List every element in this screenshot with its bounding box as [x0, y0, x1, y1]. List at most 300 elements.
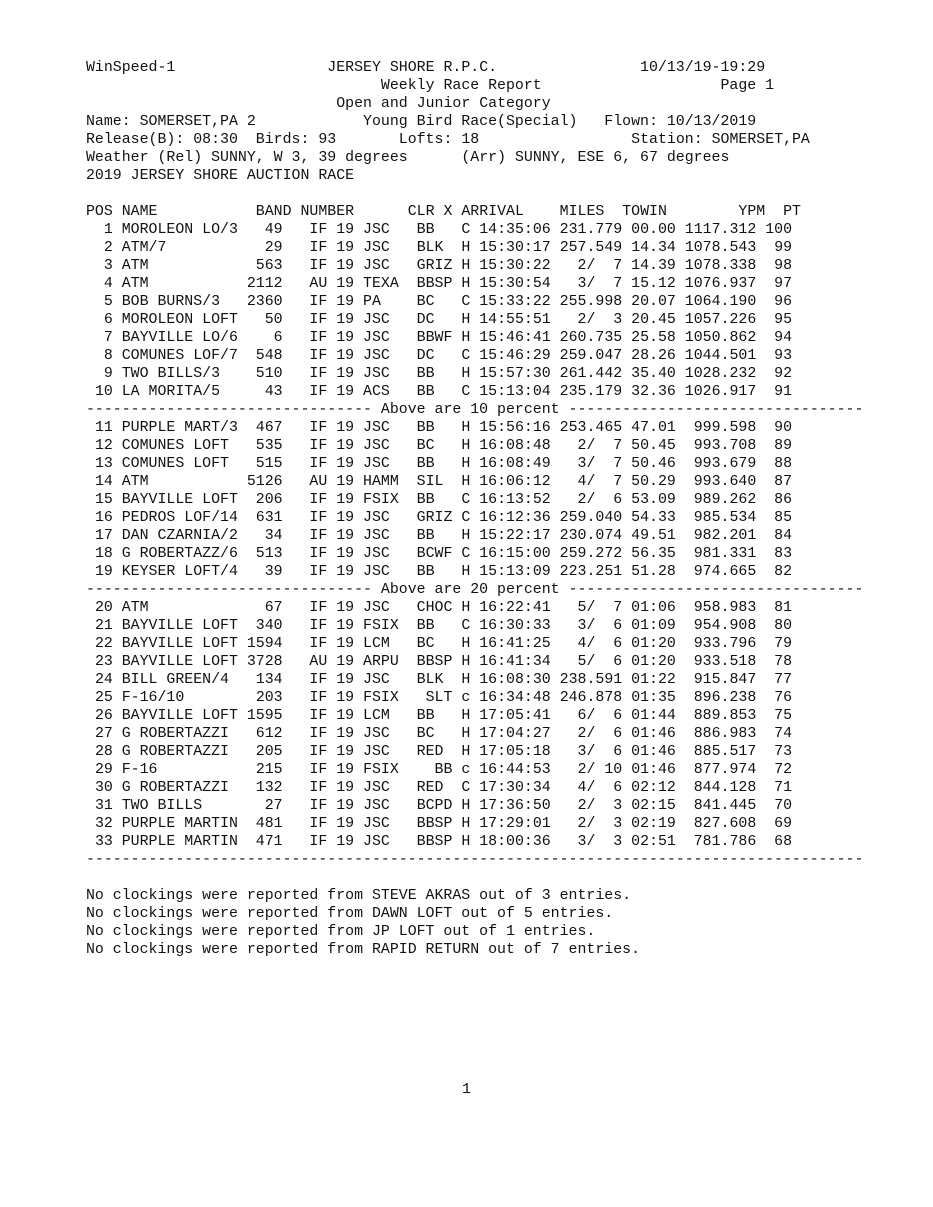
- pos-cell: 15: [94, 492, 113, 508]
- table-row: [86, 689, 792, 707]
- band-prefix-cell: IF 19: [309, 744, 355, 760]
- miles-cell: 2/ 7: [577, 438, 623, 454]
- miles-cell: 259.040: [559, 510, 623, 526]
- towin-cell: 53.09: [631, 492, 676, 508]
- miles-cell: 3/ 7: [577, 276, 623, 292]
- band-club-cell: JSC: [363, 240, 390, 256]
- table-row: [86, 707, 792, 725]
- points-cell: 77: [774, 672, 793, 688]
- arrival-cell: 16:15:00: [479, 546, 551, 562]
- towin-cell: 51.28: [631, 564, 676, 580]
- note-text: No clockings were reported from STEVE AKRAS out of 3 entries.: [86, 888, 632, 904]
- pos-cell: 1: [103, 222, 113, 238]
- name-cell: PURPLE MART/3: [121, 420, 238, 436]
- table-row: [86, 743, 792, 761]
- table-row: [86, 509, 792, 527]
- band-prefix-cell: IF 19: [309, 312, 355, 328]
- towin-cell: 01:44: [631, 708, 676, 724]
- miles-cell: 2/ 6: [577, 726, 623, 742]
- band-cell: 49: [264, 222, 283, 238]
- color-cell: BCPD: [416, 798, 453, 814]
- arrival-cell: 18:00:36: [479, 834, 551, 850]
- sex-cell: H: [461, 708, 471, 724]
- band-prefix-cell: IF 19: [309, 528, 355, 544]
- points-cell: 87: [774, 474, 793, 490]
- band-cell: 1595: [246, 708, 283, 724]
- header-line-4: [86, 113, 756, 131]
- ypm-cell: 1044.501: [684, 348, 757, 364]
- points-cell: 92: [774, 366, 793, 382]
- miles-cell: 223.251: [559, 564, 623, 580]
- column-header-x: X: [443, 204, 453, 220]
- ypm-cell: 781.786: [693, 834, 757, 850]
- table-row: [86, 275, 792, 293]
- ypm-cell: 993.640: [693, 474, 757, 490]
- band-club-cell: JSC: [363, 510, 390, 526]
- name-cell: ATM: [121, 474, 149, 490]
- arrival-cell: 17:04:27: [479, 726, 551, 742]
- arrival-cell: 15:13:04: [479, 384, 551, 400]
- sex-cell: C: [461, 510, 471, 526]
- towin-cell: 01:20: [631, 654, 676, 670]
- color-cell: BB: [416, 762, 453, 778]
- band-club-cell: JSC: [363, 726, 390, 742]
- towin-cell: 01:22: [631, 672, 676, 688]
- towin-cell: 47.01: [631, 420, 676, 436]
- band-prefix-cell: IF 19: [309, 834, 355, 850]
- miles-cell: 260.735: [559, 330, 623, 346]
- color-cell: BC: [416, 726, 435, 742]
- arrival-cell: 17:30:34: [479, 780, 551, 796]
- ypm-cell: 985.534: [693, 510, 757, 526]
- ypm-cell: 1078.543: [684, 240, 757, 256]
- sex-cell: C: [461, 780, 471, 796]
- arrival-cell: 15:56:16: [479, 420, 551, 436]
- band-prefix-cell: IF 19: [309, 726, 355, 742]
- color-cell: DC: [416, 312, 435, 328]
- towin-cell: 50.46: [631, 456, 676, 472]
- miles-cell: 235.179: [559, 384, 623, 400]
- points-cell: 91: [774, 384, 793, 400]
- arrival-cell: 16:08:48: [479, 438, 551, 454]
- sex-cell: H: [461, 744, 471, 760]
- points-cell: 96: [774, 294, 793, 310]
- points-cell: 83: [774, 546, 793, 562]
- ypm-cell: 981.331: [693, 546, 757, 562]
- band-cell: 132: [255, 780, 283, 796]
- miles-cell: 3/ 7: [577, 456, 623, 472]
- table-row: [86, 491, 792, 509]
- towin-cell: 50.29: [631, 474, 676, 490]
- name-cell: PEDROS LOF/14: [121, 510, 238, 526]
- sex-cell: H: [461, 276, 471, 292]
- band-cell: 5126: [246, 474, 283, 490]
- arrival-cell: 15:22:17: [479, 528, 551, 544]
- towin-cell: 14.34: [631, 240, 676, 256]
- ypm-cell: 896.238: [693, 690, 757, 706]
- name-cell: DAN CZARNIA/2: [121, 528, 238, 544]
- color-cell: BB: [416, 366, 435, 382]
- color-cell: BLK: [416, 240, 444, 256]
- band-club-cell: ACS: [363, 384, 390, 400]
- ypm-cell: 933.518: [693, 654, 757, 670]
- band-prefix-cell: IF 19: [309, 780, 355, 796]
- sex-cell: C: [461, 546, 471, 562]
- band-prefix-cell: IF 19: [309, 762, 355, 778]
- towin-cell: 49.51: [631, 528, 676, 544]
- band-cell: 631: [255, 510, 283, 526]
- sex-cell: H: [461, 258, 471, 274]
- towin-cell: 01:06: [631, 600, 676, 616]
- band-club-cell: JSC: [363, 816, 390, 832]
- arrival-cell: 16:41:34: [479, 654, 551, 670]
- band-club-cell: JSC: [363, 258, 390, 274]
- band-cell: 340: [255, 618, 283, 634]
- race-name: 2019 JERSEY SHORE AUCTION RACE: [86, 168, 355, 184]
- miles-cell: 246.878: [559, 690, 623, 706]
- weather-release: Weather (Rel) SUNNY, W 3, 39 degrees: [86, 150, 408, 166]
- birds-count: Birds: 93: [255, 132, 337, 148]
- pos-cell: 31: [94, 798, 113, 814]
- name-cell: TWO BILLS/3: [121, 366, 221, 382]
- ypm-cell: 889.853: [693, 708, 757, 724]
- pos-cell: 6: [103, 312, 113, 328]
- band-cell: 3728: [246, 654, 283, 670]
- towin-cell: 20.07: [631, 294, 676, 310]
- name-cell: BAYVILLE LOFT: [121, 654, 238, 670]
- color-cell: GRIZ: [416, 510, 453, 526]
- band-club-cell: FSIX: [363, 762, 399, 778]
- band-club-cell: JSC: [363, 456, 390, 472]
- band-prefix-cell: IF 19: [309, 420, 355, 436]
- band-prefix-cell: IF 19: [309, 348, 355, 364]
- color-cell: BB: [416, 456, 435, 472]
- table-row: [86, 653, 792, 671]
- pos-cell: 9: [103, 366, 113, 382]
- band-cell: 27: [264, 798, 283, 814]
- name-cell: TWO BILLS: [121, 798, 203, 814]
- pos-cell: 16: [94, 510, 113, 526]
- station-name: Station: SOMERSET,PA: [631, 132, 810, 148]
- band-club-cell: LCM: [363, 636, 390, 652]
- table-row: [86, 635, 792, 653]
- band-prefix-cell: IF 19: [309, 240, 355, 256]
- band-cell: 510: [255, 366, 283, 382]
- band-club-cell: JSC: [363, 546, 390, 562]
- band-prefix-cell: IF 19: [309, 456, 355, 472]
- color-cell: BBWF: [416, 330, 453, 346]
- band-club-cell: TEXA: [363, 276, 399, 292]
- color-cell: BLK: [416, 672, 444, 688]
- name-cell: BAYVILLE LOFT: [121, 636, 238, 652]
- miles-cell: 5/ 6: [577, 654, 623, 670]
- points-cell: 76: [774, 690, 793, 706]
- name-cell: BILL GREEN/4: [121, 672, 229, 688]
- band-cell: 206: [255, 492, 283, 508]
- header-line-6: [86, 149, 729, 167]
- pos-cell: 17: [94, 528, 113, 544]
- sex-cell: H: [461, 816, 471, 832]
- pos-cell: 7: [103, 330, 113, 346]
- ypm-cell: 999.598: [693, 420, 757, 436]
- points-cell: 89: [774, 438, 793, 454]
- miles-cell: 4/ 7: [577, 474, 623, 490]
- ypm-cell: 844.128: [693, 780, 757, 796]
- header-line-7: [86, 167, 354, 185]
- pos-cell: 19: [94, 564, 113, 580]
- name-cell: BAYVILLE LOFT: [121, 708, 238, 724]
- arrival-cell: 14:55:51: [479, 312, 551, 328]
- arrival-cell: 15:30:17: [479, 240, 551, 256]
- pos-cell: 20: [94, 600, 113, 616]
- arrival-cell: 15:46:29: [479, 348, 551, 364]
- towin-cell: 02:15: [631, 798, 676, 814]
- separator-1: -------------------------------- Above are 10 percent ---------------------------------: [86, 402, 864, 418]
- table-row: [86, 545, 792, 563]
- weather-arrival: (Arr) SUNNY, ESE 6, 67 degrees: [461, 150, 730, 166]
- table-row: [86, 311, 792, 329]
- points-cell: 75: [774, 708, 793, 724]
- color-cell: BBSP: [416, 276, 453, 292]
- band-club-cell: JSC: [363, 420, 390, 436]
- ypm-cell: 954.908: [693, 618, 757, 634]
- band-prefix-cell: IF 19: [309, 636, 355, 652]
- name-cell: BAYVILLE LOFT: [121, 492, 238, 508]
- arrival-cell: 16:13:52: [479, 492, 551, 508]
- band-cell: 563: [255, 258, 283, 274]
- band-club-cell: FSIX: [363, 690, 399, 706]
- band-club-cell: FSIX: [363, 618, 399, 634]
- no-clockings-note: [86, 941, 640, 959]
- points-cell: 85: [774, 510, 793, 526]
- program-name: WinSpeed-1: [86, 60, 176, 76]
- band-club-cell: JSC: [363, 672, 390, 688]
- separator-label: Above are 20 percent: [371, 582, 569, 598]
- points-cell: 79: [774, 636, 793, 652]
- band-prefix-cell: IF 19: [309, 258, 355, 274]
- points-cell: 86: [774, 492, 793, 508]
- miles-cell: 4/ 6: [577, 780, 623, 796]
- color-cell: BC: [416, 438, 435, 454]
- ypm-cell: 1026.917: [684, 384, 757, 400]
- color-cell: BBSP: [416, 654, 453, 670]
- points-cell: 98: [774, 258, 793, 274]
- table-row: [86, 437, 792, 455]
- towin-cell: 28.26: [631, 348, 676, 364]
- points-cell: 90: [774, 420, 793, 436]
- points-cell: 94: [774, 330, 793, 346]
- miles-cell: 2/ 7: [577, 258, 623, 274]
- no-clockings-note: [86, 887, 631, 905]
- towin-cell: 56.35: [631, 546, 676, 562]
- name-cell: KEYSER LOFT/4: [121, 564, 238, 580]
- column-header-row: [86, 203, 801, 221]
- pos-cell: 21: [94, 618, 113, 634]
- band-prefix-cell: IF 19: [309, 366, 355, 382]
- sex-cell: H: [461, 528, 471, 544]
- sex-cell: H: [461, 834, 471, 850]
- arrival-cell: 16:12:36: [479, 510, 551, 526]
- name-cell: BAYVILLE LOFT: [121, 618, 238, 634]
- towin-cell: 15.12: [631, 276, 676, 292]
- ypm-cell: 877.974: [693, 762, 757, 778]
- miles-cell: 253.465: [559, 420, 623, 436]
- towin-cell: 01:35: [631, 690, 676, 706]
- column-header-pt: PT: [783, 204, 801, 220]
- band-cell: 50: [264, 312, 283, 328]
- miles-cell: 3/ 6: [577, 618, 623, 634]
- table-row: [86, 617, 792, 635]
- band-cell: 34: [264, 528, 283, 544]
- miles-cell: 261.442: [559, 366, 623, 382]
- sex-cell: H: [461, 420, 471, 436]
- header-line-1: [86, 59, 765, 77]
- color-cell: BC: [416, 294, 435, 310]
- table-row: [86, 419, 792, 437]
- table-row: [86, 671, 792, 689]
- miles-cell: 6/ 6: [577, 708, 623, 724]
- miles-cell: 2/ 3: [577, 798, 623, 814]
- pos-cell: 33: [94, 834, 113, 850]
- color-cell: CHOC: [416, 600, 453, 616]
- band-cell: 39: [264, 564, 283, 580]
- miles-cell: 231.779: [559, 222, 623, 238]
- band-prefix-cell: IF 19: [309, 600, 355, 616]
- race-location-name: Name: SOMERSET,PA 2: [86, 114, 256, 130]
- ypm-cell: 1076.937: [684, 276, 757, 292]
- band-cell: 467: [255, 420, 283, 436]
- pos-cell: 26: [94, 708, 113, 724]
- points-cell: 73: [774, 744, 793, 760]
- table-row: [86, 365, 792, 383]
- band-cell: 2360: [246, 294, 283, 310]
- band-prefix-cell: IF 19: [309, 510, 355, 526]
- lofts-count: Lofts: 18: [398, 132, 480, 148]
- sex-cell: H: [461, 330, 471, 346]
- color-cell: BB: [416, 384, 435, 400]
- ypm-cell: 993.679: [693, 456, 757, 472]
- miles-cell: 259.272: [559, 546, 623, 562]
- column-header-band-number: BAND NUMBER: [255, 204, 355, 220]
- club-name: JERSEY SHORE R.P.C.: [327, 60, 498, 76]
- table-row: [86, 473, 792, 491]
- arrival-cell: 15:30:22: [479, 258, 551, 274]
- pos-cell: 22: [94, 636, 113, 652]
- band-club-cell: JSC: [363, 834, 390, 850]
- name-cell: ATM: [121, 600, 149, 616]
- sex-cell: H: [461, 726, 471, 742]
- points-cell: 68: [774, 834, 793, 850]
- points-cell: 81: [774, 600, 793, 616]
- pos-cell: 28: [94, 744, 113, 760]
- band-club-cell: ARPU: [363, 654, 399, 670]
- race-type: Young Bird Race(Special): [363, 114, 578, 130]
- miles-cell: 2/ 6: [577, 492, 623, 508]
- arrival-cell: 16:08:49: [479, 456, 551, 472]
- page-label: Page 1: [720, 78, 775, 94]
- color-cell: BB: [416, 420, 435, 436]
- band-cell: 205: [255, 744, 283, 760]
- miles-cell: 255.998: [559, 294, 623, 310]
- no-clockings-note: [86, 923, 595, 941]
- ypm-cell: 1064.190: [684, 294, 757, 310]
- band-club-cell: JSC: [363, 438, 390, 454]
- band-cell: 548: [255, 348, 283, 364]
- band-club-cell: JSC: [363, 744, 390, 760]
- points-cell: 71: [774, 780, 793, 796]
- towin-cell: 02:12: [631, 780, 676, 796]
- ypm-cell: 993.708: [693, 438, 757, 454]
- band-club-cell: JSC: [363, 564, 390, 580]
- sex-cell: C: [461, 384, 471, 400]
- column-header-pos: POS: [86, 204, 113, 220]
- pos-cell: 25: [94, 690, 113, 706]
- towin-cell: 01:20: [631, 636, 676, 652]
- pos-cell: 5: [103, 294, 113, 310]
- ypm-cell: 974.665: [693, 564, 757, 580]
- note-text: No clockings were reported from JP LOFT out of 1 entries.: [86, 924, 596, 940]
- table-row: [86, 239, 792, 257]
- category-label: Open and Junior Category: [336, 96, 551, 112]
- pos-cell: 11: [94, 420, 113, 436]
- flown-date: Flown: 10/13/2019: [604, 114, 757, 130]
- band-club-cell: JSC: [363, 528, 390, 544]
- note-text: No clockings were reported from DAWN LOFT out of 5 entries.: [86, 906, 614, 922]
- color-cell: BB: [416, 618, 435, 634]
- table-row: [86, 257, 792, 275]
- band-club-cell: JSC: [363, 312, 390, 328]
- points-cell: 100: [765, 222, 793, 238]
- ypm-cell: 1078.338: [684, 258, 757, 274]
- color-cell: SIL: [416, 474, 444, 490]
- towin-cell: 01:09: [631, 618, 676, 634]
- towin-cell: 00.00: [631, 222, 676, 238]
- color-cell: RED: [416, 780, 444, 796]
- band-cell: 1594: [246, 636, 283, 652]
- table-row: [86, 293, 792, 311]
- miles-cell: 257.549: [559, 240, 623, 256]
- sex-cell: C: [461, 492, 471, 508]
- table-row: [86, 221, 792, 239]
- band-prefix-cell: IF 19: [309, 492, 355, 508]
- towin-cell: 35.40: [631, 366, 676, 382]
- ypm-cell: 958.983: [693, 600, 757, 616]
- band-cell: 515: [255, 456, 283, 472]
- band-club-cell: JSC: [363, 222, 390, 238]
- pos-cell: 30: [94, 780, 113, 796]
- sex-cell: C: [461, 294, 471, 310]
- color-cell: BBSP: [416, 834, 453, 850]
- band-prefix-cell: IF 19: [309, 546, 355, 562]
- band-cell: 43: [264, 384, 283, 400]
- ypm-cell: 827.608: [693, 816, 757, 832]
- sex-cell: C: [461, 348, 471, 364]
- band-cell: 513: [255, 546, 283, 562]
- band-prefix-cell: IF 19: [309, 708, 355, 724]
- arrival-cell: 15:46:41: [479, 330, 551, 346]
- band-cell: 134: [255, 672, 283, 688]
- arrival-cell: 17:29:01: [479, 816, 551, 832]
- name-cell: COMUNES LOFT: [121, 456, 229, 472]
- band-cell: 6: [273, 330, 283, 346]
- band-club-cell: HAMM: [363, 474, 399, 490]
- towin-cell: 20.45: [631, 312, 676, 328]
- sex-cell: H: [461, 438, 471, 454]
- band-cell: 471: [255, 834, 283, 850]
- band-prefix-cell: AU 19: [309, 474, 355, 490]
- band-prefix-cell: IF 19: [309, 330, 355, 346]
- points-cell: 99: [774, 240, 793, 256]
